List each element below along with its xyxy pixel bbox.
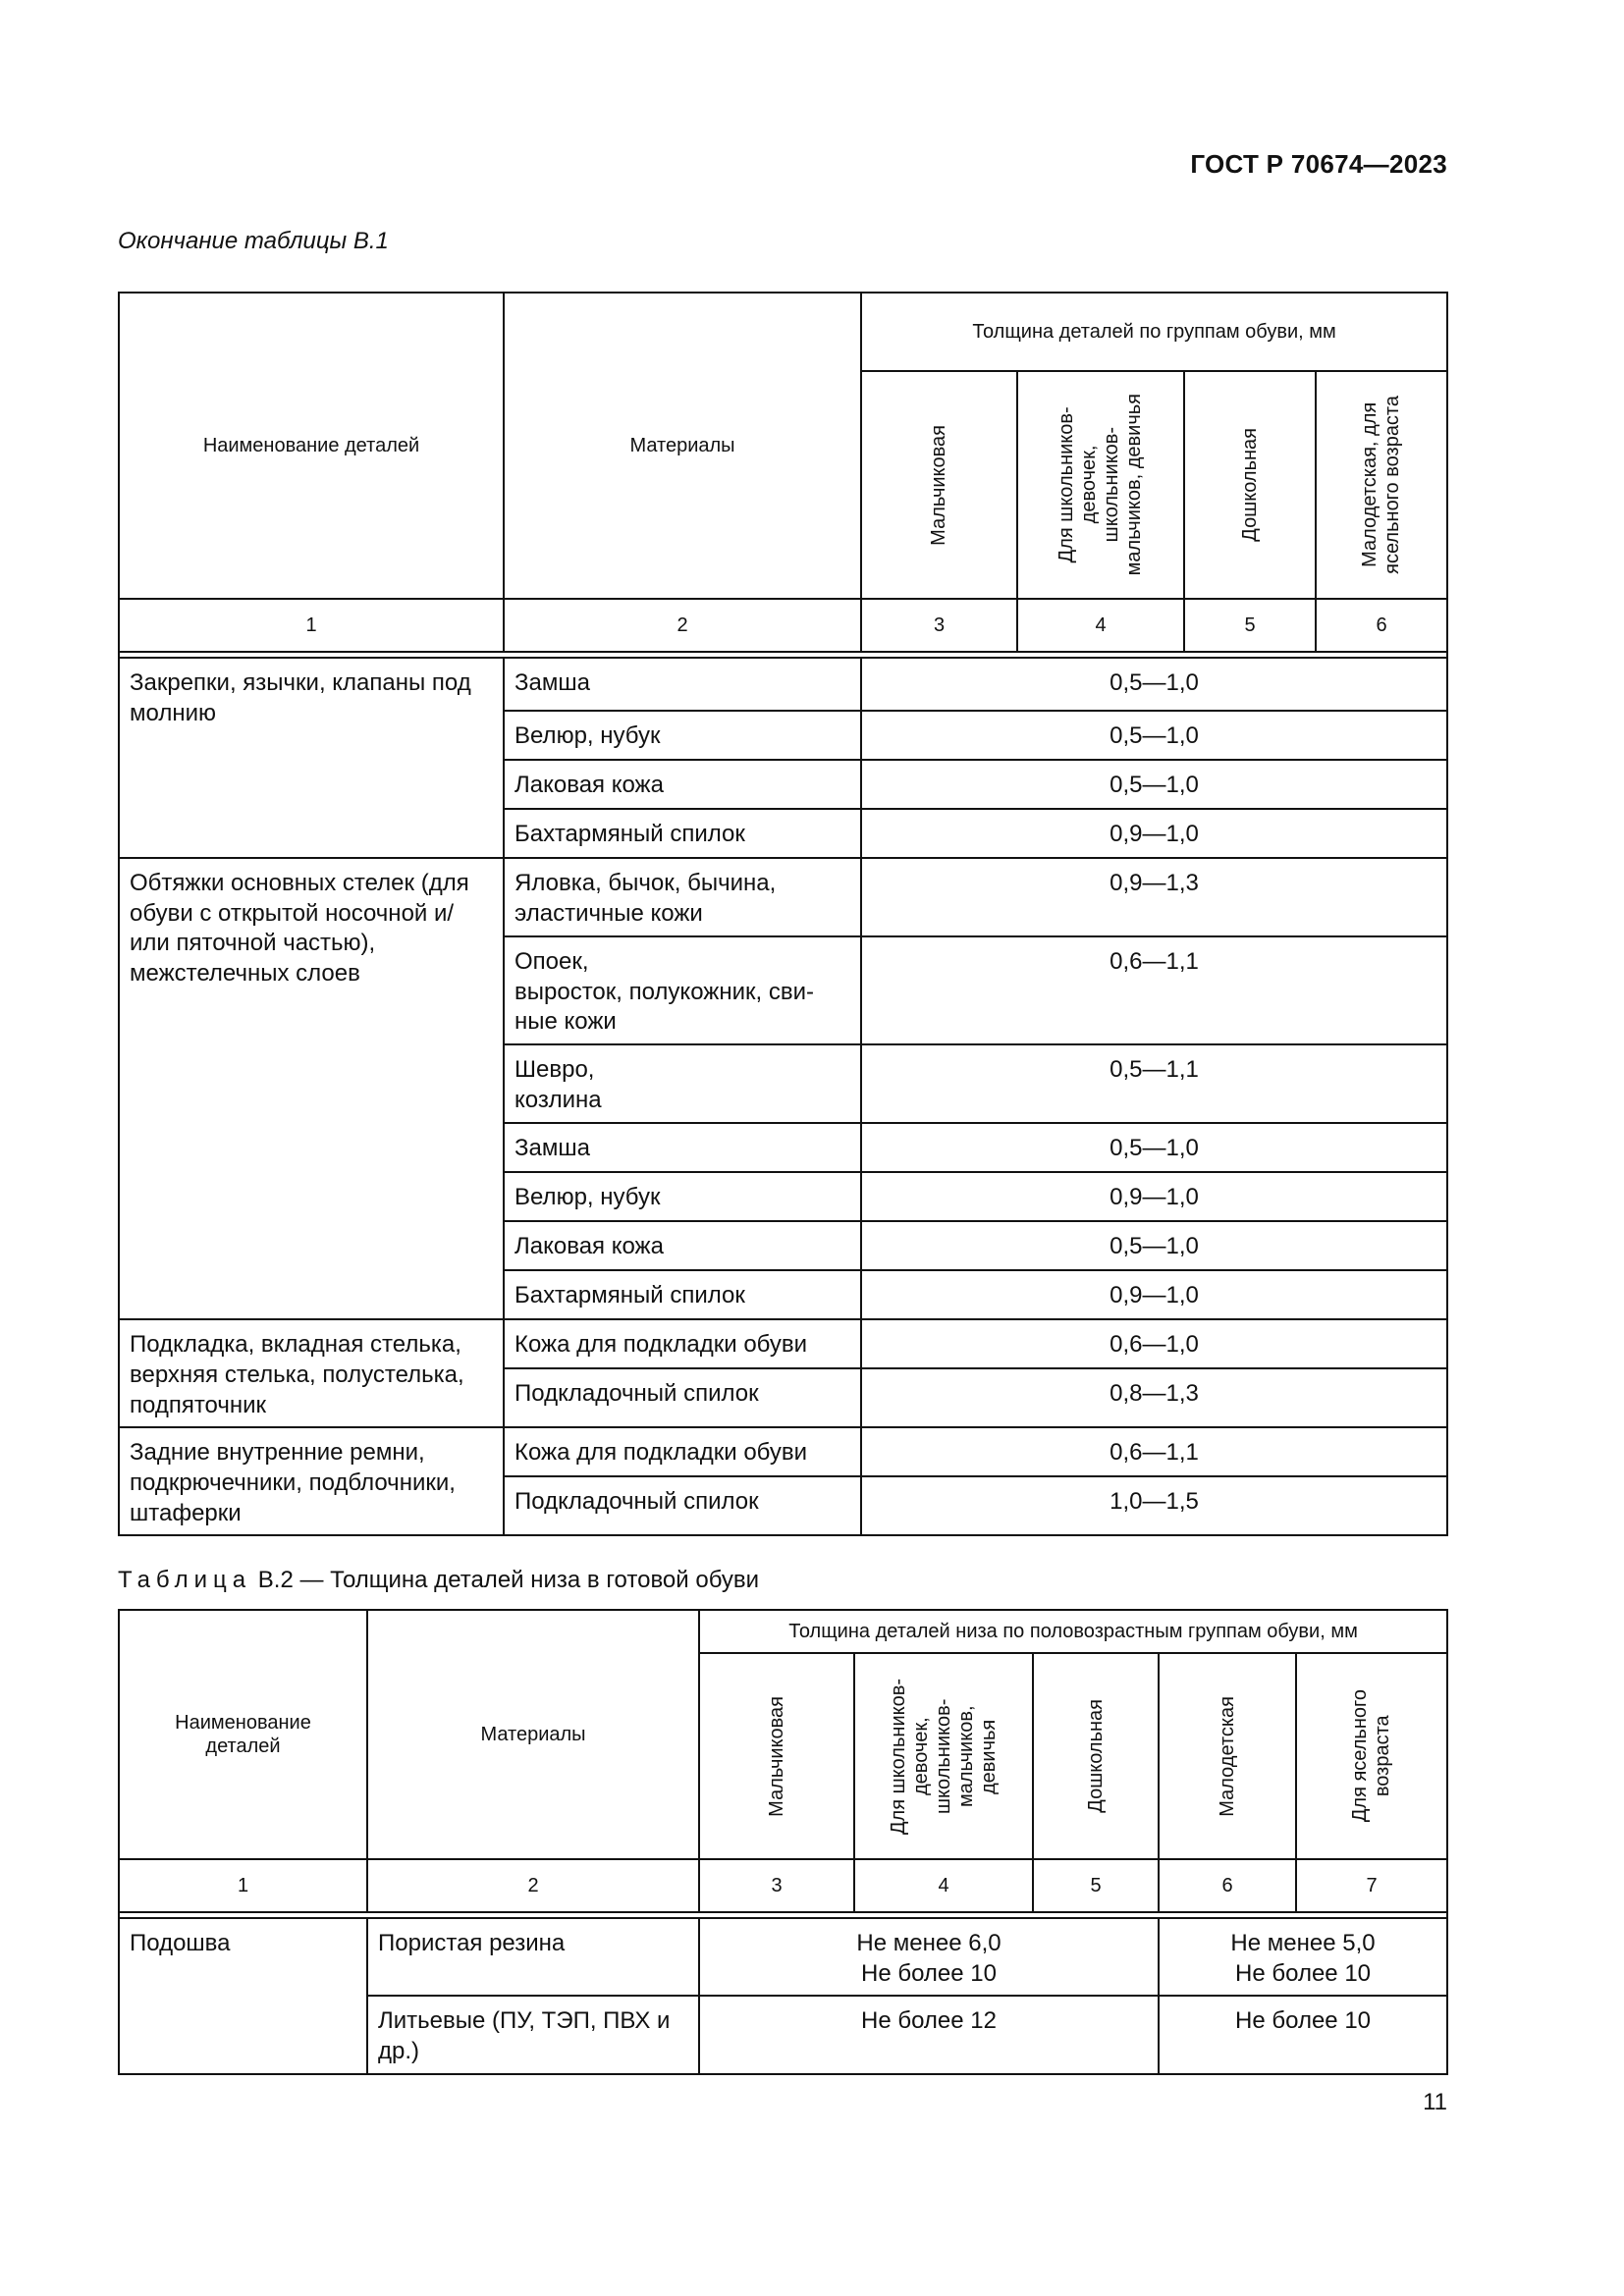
part-name: Обтяжки основных стелек (для обуви с открытой носочной и/или пяточной частью), межстелечных слоев bbox=[119, 858, 504, 1319]
header-part-name: Наименование деталей bbox=[119, 293, 504, 599]
header-part-name: Наименование деталей bbox=[119, 1610, 367, 1859]
column-number: 6 bbox=[1316, 599, 1447, 652]
part-name: Подошва bbox=[119, 1918, 367, 2074]
material-cell: Литьевые (ПУ, ТЭП, ПВХ и др.) bbox=[367, 1996, 699, 2074]
thickness-value: 0,5—1,1 bbox=[861, 1044, 1447, 1123]
material-cell: Опоек, выросток, полукожник, сви- ные кожи bbox=[504, 936, 861, 1044]
material-cell: Подкладочный спилок bbox=[504, 1368, 861, 1427]
column-number: 5 bbox=[1033, 1859, 1159, 1912]
thickness-value: 0,8—1,3 bbox=[861, 1368, 1447, 1427]
column-number: 1 bbox=[119, 1859, 367, 1912]
header-group-boys: Мальчиковая bbox=[861, 371, 1017, 599]
thickness-value: 0,9—1,0 bbox=[861, 1172, 1447, 1221]
material-cell: Кожа для подкладки обуви bbox=[504, 1319, 861, 1368]
header-group-schoolchildren: Для школьников- девочек, школьников- мальчиков, девичья bbox=[1017, 371, 1184, 599]
header-group-preschool: Дошкольная bbox=[1184, 371, 1316, 599]
material-cell: Бахтармяный спилок bbox=[504, 1270, 861, 1319]
thickness-value: 0,9—1,0 bbox=[861, 809, 1447, 858]
thickness-value-younger: Не более 10 bbox=[1159, 1996, 1447, 2074]
thickness-value: 0,5—1,0 bbox=[861, 658, 1447, 711]
part-name: Закрепки, язычки, клапаны под молнию bbox=[119, 658, 504, 858]
part-name: Подкладка, вкладная стелька, верхняя стелька, полустелька, подпяточник bbox=[119, 1319, 504, 1427]
header-group-nursery: Для ясельного возраста bbox=[1296, 1653, 1447, 1859]
table-b1-caption: Окончание таблицы В.1 bbox=[118, 228, 389, 254]
thickness-value: 1,0—1,5 bbox=[861, 1476, 1447, 1535]
thickness-value: 0,9—1,0 bbox=[861, 1270, 1447, 1319]
header-materials: Материалы bbox=[367, 1610, 699, 1859]
thickness-value: 0,5—1,0 bbox=[861, 760, 1447, 809]
thickness-value: 0,6—1,1 bbox=[861, 1427, 1447, 1476]
column-number: 2 bbox=[504, 599, 861, 652]
page-number: 11 bbox=[1423, 2089, 1447, 2115]
material-cell: Яловка, бычок, бычина, эластичные кожи bbox=[504, 858, 861, 936]
thickness-value: 0,5—1,0 bbox=[861, 1123, 1447, 1172]
thickness-value: 0,6—1,1 bbox=[861, 936, 1447, 1044]
thickness-value-older: Не менее 6,0 Не более 10 bbox=[699, 1918, 1159, 1996]
table-b2-caption-title: — Толщина деталей низа в готовой обуви bbox=[299, 1567, 760, 1593]
material-cell: Подкладочный спилок bbox=[504, 1476, 861, 1535]
column-number: 5 bbox=[1184, 599, 1316, 652]
thickness-value: 0,5—1,0 bbox=[861, 711, 1447, 760]
thickness-value: 0,9—1,3 bbox=[861, 858, 1447, 936]
header-thickness-group: Толщина деталей по группам обуви, мм bbox=[861, 293, 1447, 371]
header-thickness-group: Толщина деталей низа по половозрастным группам обуви, мм bbox=[699, 1610, 1447, 1653]
material-cell: Лаковая кожа bbox=[504, 760, 861, 809]
material-cell: Замша bbox=[504, 1123, 861, 1172]
material-cell: Велюр, нубук bbox=[504, 711, 861, 760]
column-number: 3 bbox=[861, 599, 1017, 652]
document-code: ГОСТ Р 70674—2023 bbox=[1190, 149, 1447, 179]
header-group-boys: Мальчиковая bbox=[699, 1653, 854, 1859]
header-materials: Материалы bbox=[504, 293, 861, 599]
table-b2-caption-number: В.2 bbox=[257, 1567, 294, 1593]
header-group-toddler: Малодетская bbox=[1159, 1653, 1296, 1859]
material-cell: Пористая резина bbox=[367, 1918, 699, 1996]
column-number: 3 bbox=[699, 1859, 854, 1912]
thickness-value: 0,5—1,0 bbox=[861, 1221, 1447, 1270]
column-number: 4 bbox=[1017, 599, 1184, 652]
column-number: 4 bbox=[854, 1859, 1033, 1912]
thickness-value-older: Не более 12 bbox=[699, 1996, 1159, 2074]
material-cell: Шевро, козлина bbox=[504, 1044, 861, 1123]
material-cell: Велюр, нубук bbox=[504, 1172, 861, 1221]
material-cell: Замша bbox=[504, 658, 861, 711]
material-cell: Кожа для подкладки обуви bbox=[504, 1427, 861, 1476]
header-group-preschool: Дошкольная bbox=[1033, 1653, 1159, 1859]
table-b2-caption bbox=[118, 1567, 759, 1594]
thickness-value: 0,6—1,0 bbox=[861, 1319, 1447, 1368]
column-number: 1 bbox=[119, 599, 504, 652]
header-group-toddler: Малодетская, для ясельного возраста bbox=[1316, 371, 1447, 599]
material-cell: Лаковая кожа bbox=[504, 1221, 861, 1270]
column-number: 2 bbox=[367, 1859, 699, 1912]
table-b1 bbox=[118, 292, 1448, 1536]
column-number: 7 bbox=[1296, 1859, 1447, 1912]
part-name: Задние внутренние ремни, подкрючечники, подблочники, штаферки bbox=[119, 1427, 504, 1535]
column-number: 6 bbox=[1159, 1859, 1296, 1912]
thickness-value-younger: Не менее 5,0 Не более 10 bbox=[1159, 1918, 1447, 1996]
table-b2 bbox=[118, 1609, 1448, 2075]
header-group-schoolchildren: Для школьников- девочек, школьников- мальчиков, девичья bbox=[854, 1653, 1033, 1859]
table-b2-caption-label: Таблица bbox=[118, 1567, 252, 1593]
material-cell: Бахтармяный спилок bbox=[504, 809, 861, 858]
